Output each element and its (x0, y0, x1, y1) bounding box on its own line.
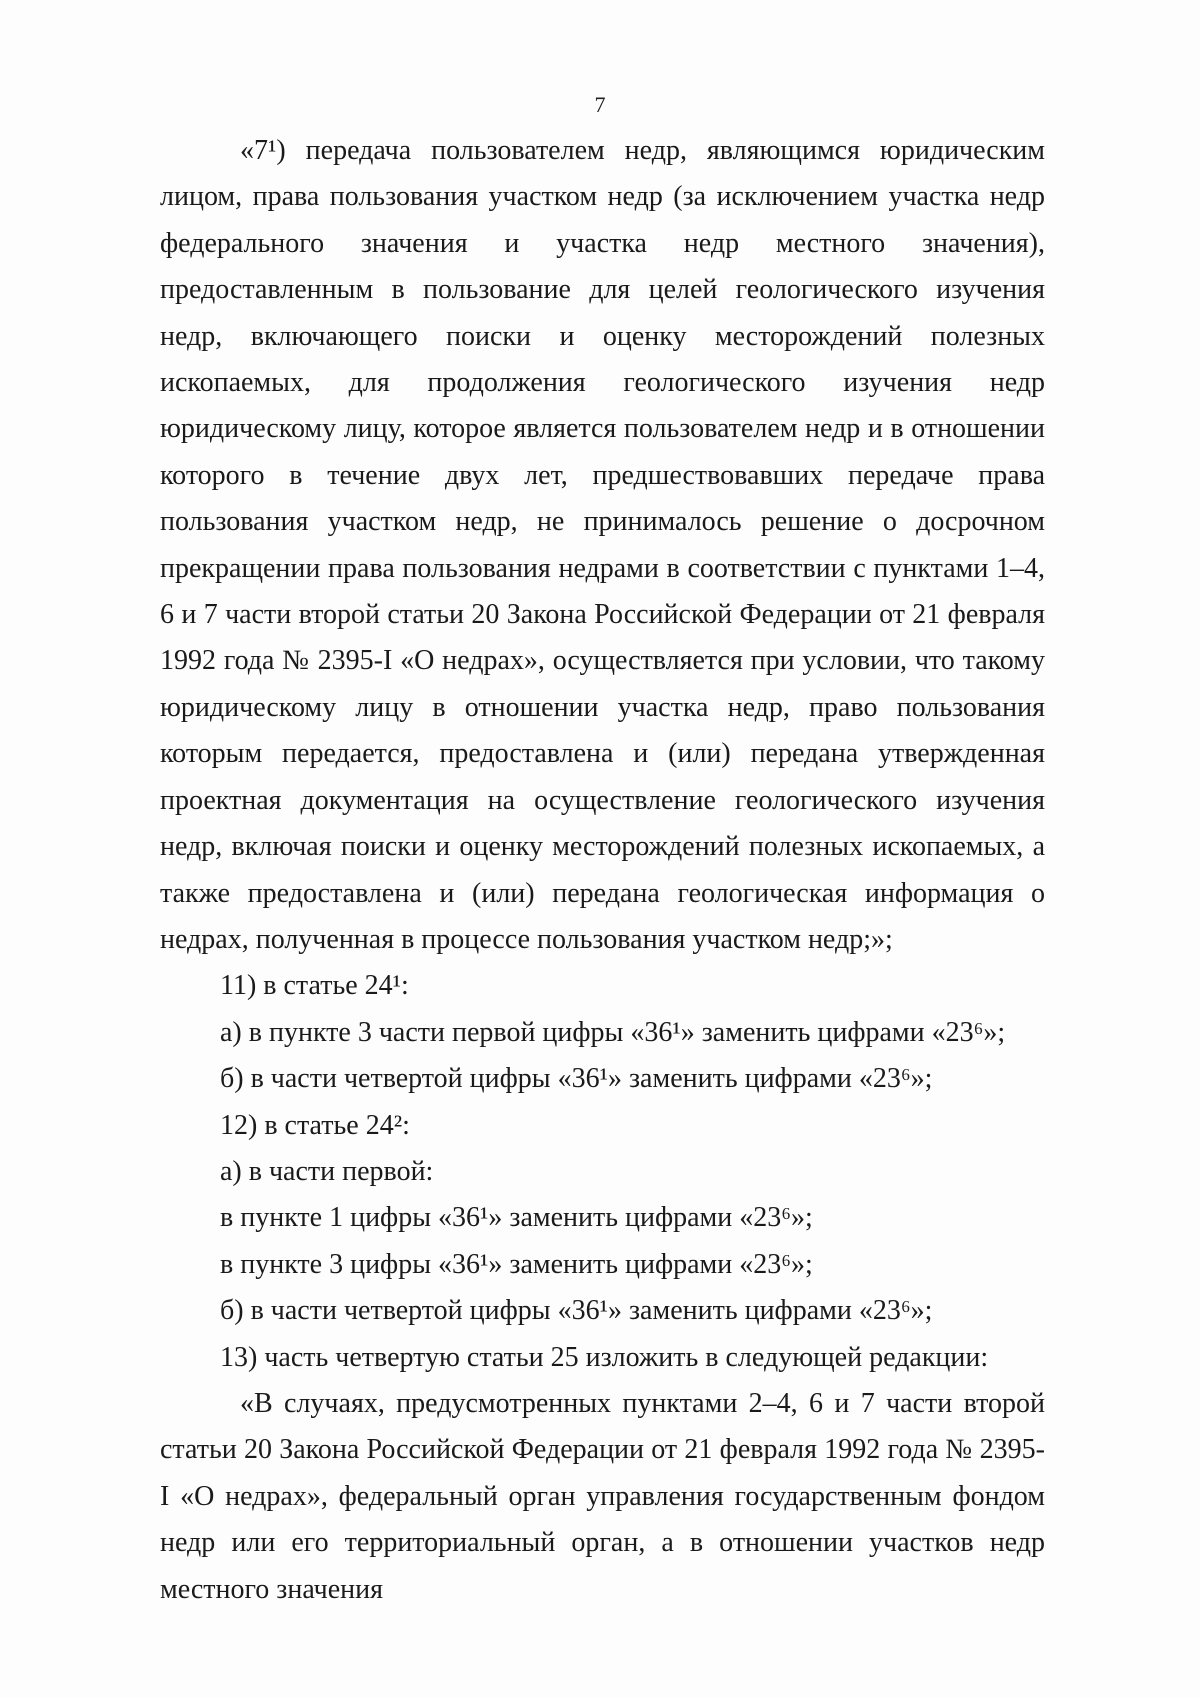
item-11-heading: 11) в статье 24¹: (220, 970, 409, 1002)
item-13-heading: 13) часть четвертую статьи 25 изложить в следующей редакции: (220, 1341, 989, 1373)
item-12-a: а) в части первой: (220, 1155, 434, 1187)
item-12-b: б) в части четвертой цифры «36¹» заменить цифрами «23⁶»; (220, 1295, 933, 1327)
document-body (160, 128, 1045, 1613)
item-11-b: б) в части четвертой цифры «36¹» заменить цифрами «23⁶»; (220, 1063, 933, 1095)
item-12-heading: 12) в статье 24²: (220, 1109, 410, 1141)
item-12-a-point-1: в пункте 1 цифры «36¹» заменить цифрами «23⁶»; (220, 1202, 813, 1234)
item-11-a: а) в пункте 3 части первой цифры «36¹» заменить цифрами «23⁶»; (220, 1016, 1006, 1048)
page-number: 7 (594, 92, 606, 117)
item-12-a-point-3: в пункте 3 цифры «36¹» заменить цифрами «23⁶»; (220, 1248, 813, 1280)
paragraph-7-1-text: «7¹) передача пользователем недр, являющимся юридическим лицом, права пользования участком недр (за исключением участка недр федерального значения и участка недр местного значения), предоставленным в пользование для целей геологического изучения недр, включающего поиски и оценку месторождений полезных ископаемых, для продолжения геологического изучения недр юридическому лицу, которое является пользователем недр и в отношении которого в течение двух лет, предшествовавших передаче права пользования участком недр, не принималось решение о досрочном прекращении права пользования недрами в соответствии с пунктами 1–4, 6 и 7 части второй статьи 20 Закона Российской Федерации от 21 февраля 1992 года № 2395-I «О недрах», осуществляется при условии, что такому юридическому лицу в отношении участка недр, право пользования которым передается, предоставлена и (или) передана утвержденная проектная документация на осуществление геологического изучения недр, включая поиски и оценку месторождений полезных ископаемых, а также предоставлена и (или) передана геологическая информация о недрах, полученная в процессе пользования участком недр;»; (160, 135, 1045, 955)
paragraph-article-25-text: «В случаях, предусмотренных пунктами 2–4, 6 и 7 части второй статьи 20 Закона Российской Федерации от 21 февраля 1992 года № 2395-I «О недрах», федеральный орган управления государственным фондом недр или его территориальный орган, а в отношении участков недр местного значения (160, 1387, 1045, 1605)
